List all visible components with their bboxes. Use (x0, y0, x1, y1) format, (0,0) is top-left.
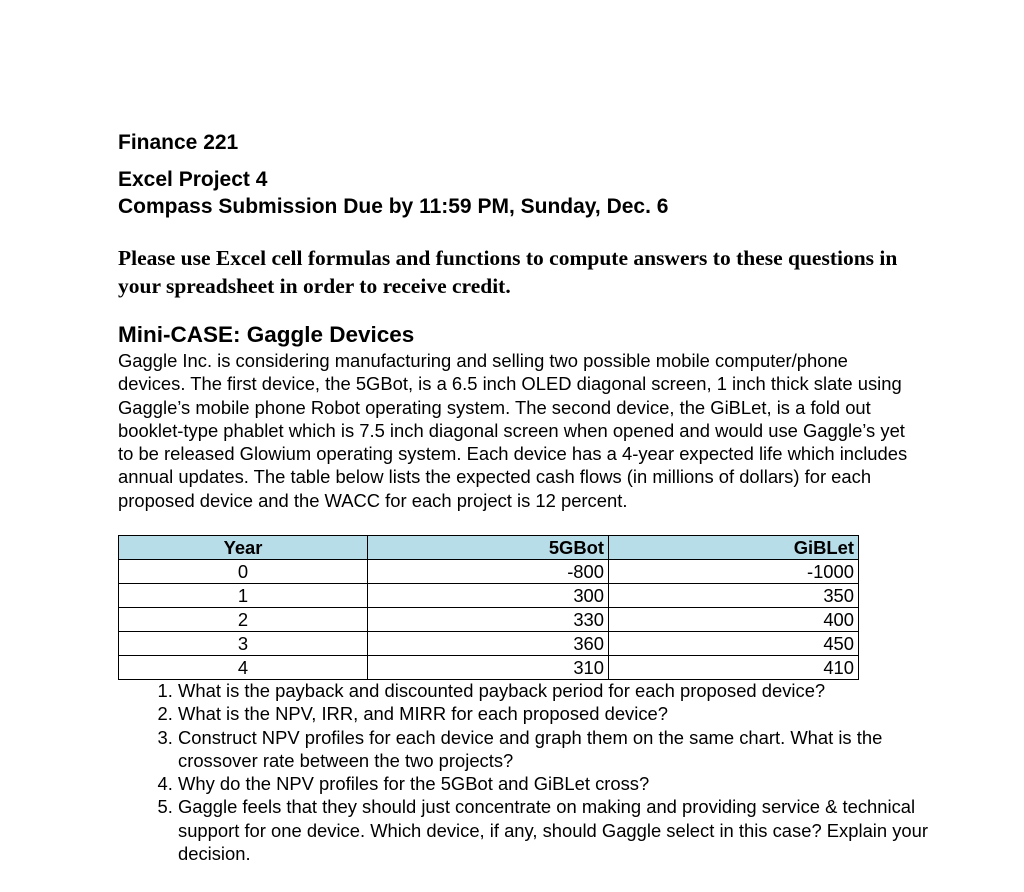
case-description: Gaggle Inc. is considering manufacturing and selling two possible mobile computer/phone devices. The first device, the 5GBot, is a 6.5 inch OLED diagonal screen, 1 inch thick slate using Gaggle’s mobile phone Robot operating system. The second device, the GiBLet, is a fold out booklet-type phablet which is 7.5 inch diagonal screen when opened and would use Gaggle’s yet to be released Glowium operating system. Each device has a 4-year expected life which includes annual updates. The table below lists the expected cash flows (in millions of dollars) for each proposed device and the WACC for each project is 12 percent. (118, 350, 908, 511)
header-giblet: GiBLet (609, 536, 859, 560)
giblet-cell: 410 (609, 656, 859, 680)
table-row (119, 584, 859, 608)
question-item: 1. What is the payback and discounted payback period for each proposed device? (178, 679, 948, 702)
year-cell: 2 (119, 608, 368, 632)
year-cell: 1 (119, 584, 368, 608)
year-cell: 0 (119, 560, 368, 584)
5gbot-cell: 360 (368, 632, 609, 656)
giblet-cell: 400 (609, 608, 859, 632)
cash-flow-table (118, 535, 859, 680)
question-item: 2. What is the NPV, IRR, and MIRR for each proposed device? (178, 702, 948, 725)
project-title: Excel Project 4 (118, 168, 268, 191)
questions-list (148, 679, 948, 865)
project-heading (118, 166, 668, 220)
table-header-row (119, 536, 859, 560)
year-cell: 3 (119, 632, 368, 656)
table-row (119, 632, 859, 656)
case-title: Mini-CASE: Gaggle Devices (118, 322, 415, 347)
table-row (119, 656, 859, 680)
question-item: 5. Gaggle feels that they should just concentrate on making and providing service & technical support for one device. Which device, if any, should Gaggle select in this case? Explain your decision. (178, 795, 948, 865)
question-item: 3. Construct NPV profiles for each device and graph them on the same chart. What is the crossover rate between the two projects? (178, 726, 948, 773)
header-year: Year (119, 536, 368, 560)
giblet-cell: 350 (609, 584, 859, 608)
table-row (119, 608, 859, 632)
course-title: Finance 221 (118, 131, 239, 154)
5gbot-cell: 330 (368, 608, 609, 632)
question-item: 4. Why do the NPV profiles for the 5GBot and GiBLet cross? (178, 772, 948, 795)
5gbot-cell: -800 (368, 560, 609, 584)
5gbot-cell: 310 (368, 656, 609, 680)
header-5gbot: 5GBot (368, 536, 609, 560)
table-row (119, 560, 859, 584)
giblet-cell: -1000 (609, 560, 859, 584)
year-cell: 4 (119, 656, 368, 680)
5gbot-cell: 300 (368, 584, 609, 608)
instructions-paragraph: Please use Excel cell formulas and functions to compute answers to these questions in your spreadsheet in order to receive credit. (118, 246, 898, 298)
due-date-line: Compass Submission Due by 11:59 PM, Sunday, Dec. 6 (118, 195, 669, 218)
giblet-cell: 450 (609, 632, 859, 656)
